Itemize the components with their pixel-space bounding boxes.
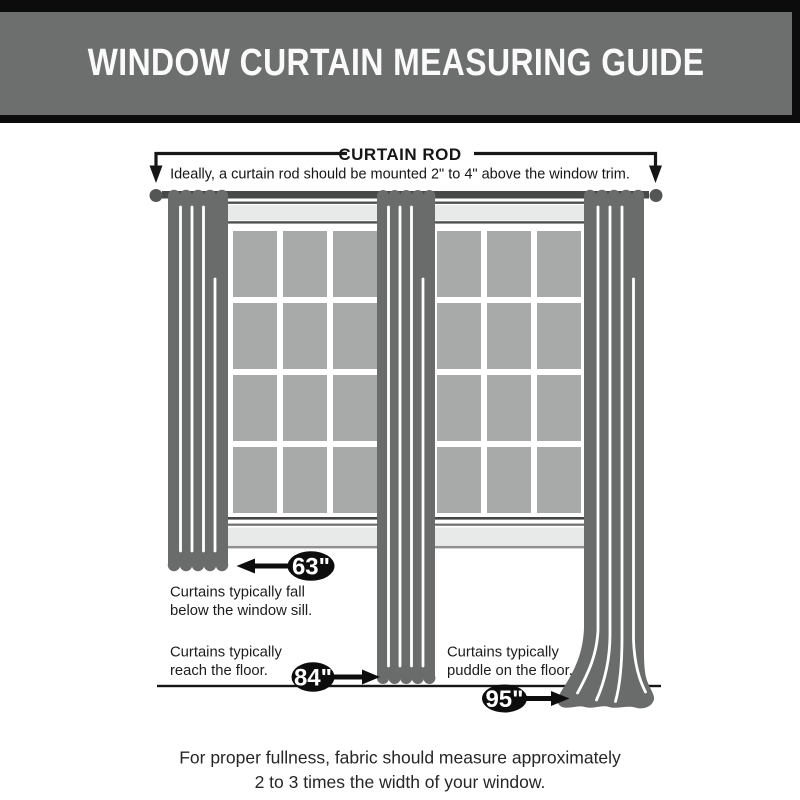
window-pane — [487, 375, 531, 441]
measurement-value: 84" — [293, 664, 333, 692]
window-pane — [437, 447, 481, 513]
window-pane — [283, 303, 327, 369]
rod-finial-right — [650, 189, 663, 202]
measurement-caption: Curtains typically — [170, 644, 282, 661]
measurement-caption: Curtains typically — [447, 644, 559, 661]
measurement-caption: below the window sill. — [170, 603, 313, 619]
window-pane — [537, 375, 581, 441]
window-pane — [537, 303, 581, 369]
measurement-value: 63" — [291, 553, 331, 581]
window-pane — [283, 375, 327, 441]
measurement-caption: puddle on the floor. — [447, 663, 573, 679]
curtain-rod-callout — [150, 145, 663, 183]
window-pane — [437, 375, 481, 441]
window-pane — [233, 375, 277, 441]
window-pane — [487, 303, 531, 369]
fullness-note-line1: For proper fullness, fabric should measure approximately — [179, 747, 621, 768]
window-pane — [283, 231, 327, 297]
curtain-panel-left — [168, 190, 228, 571]
window-pane — [233, 303, 277, 369]
window-pane — [333, 447, 377, 513]
window-pane — [537, 447, 581, 513]
measurement-value: 95" — [485, 686, 524, 713]
page-title: WINDOW CURTAIN MEASURING GUIDE — [87, 42, 705, 84]
window-pane — [333, 231, 377, 297]
down-arrow-left-icon — [150, 166, 163, 184]
left-arrow-icon — [237, 559, 256, 574]
fullness-note — [179, 748, 621, 793]
measurement-95 — [447, 645, 573, 714]
window-pane — [537, 231, 581, 297]
down-arrow-right-icon — [649, 166, 662, 184]
window-pane — [487, 231, 531, 297]
fullness-note-line2: 2 to 3 times the width of your window. — [254, 772, 546, 792]
measurement-caption: Curtains typically fall — [170, 584, 305, 601]
window-pane — [283, 447, 327, 513]
window-pane — [437, 231, 481, 297]
window-pane — [333, 375, 377, 441]
rod-finial-left — [150, 189, 163, 202]
measurement-caption: reach the floor. — [170, 663, 268, 679]
window-pane — [437, 303, 481, 369]
curtain-rod-description: Ideally, a curtain rod should be mounted 2" to 4" above the window trim. — [170, 166, 630, 183]
curtain-panel-middle — [377, 190, 435, 684]
window-pane — [233, 231, 277, 297]
curtain-rod-label: CURTAIN ROD — [338, 145, 462, 164]
window-pane — [333, 303, 377, 369]
measurement-84 — [170, 645, 380, 692]
window-pane — [487, 447, 531, 513]
window-pane — [233, 447, 277, 513]
